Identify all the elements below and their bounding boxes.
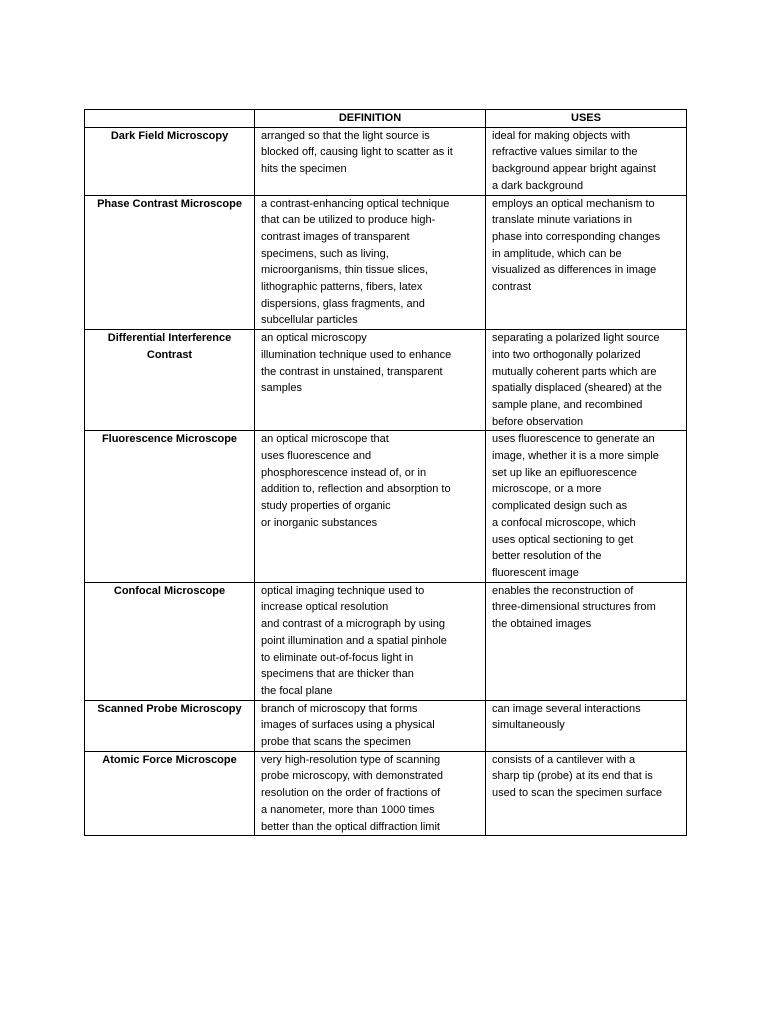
definition-text: arranged so that the light source is blocked off, causing light to scatter as it hits the specimen (261, 129, 453, 176)
definition-text: an optical microscopy illumination technique used to enhance the contrast in unstained, transparent samples (261, 332, 452, 395)
term-text: Phase Contrast Microscope (97, 197, 242, 210)
uses-cell (486, 700, 687, 751)
table-header-row (85, 110, 687, 128)
uses-text: consists of a cantilever with a sharp tip (probe) at its end that is used to scan the specimen surface (492, 753, 662, 800)
term-cell (85, 127, 255, 195)
term-cell (85, 330, 255, 431)
term-text: Scanned Probe Microscopy (97, 702, 242, 715)
table-row (85, 751, 687, 836)
term-cell (85, 751, 255, 836)
term-text: Differential Interference Contrast (107, 332, 232, 361)
definition-cell (255, 700, 486, 751)
uses-cell (486, 431, 687, 582)
uses-text: separating a polarized light source into two orthogonally polarized mutually coherent parts which are spatially displaced (sheared) at the sample plane, and recombined before observation (492, 332, 662, 428)
definition-text: branch of microscopy that forms images of surfaces using a physical probe that scans the specimen (261, 702, 435, 749)
definition-cell (255, 127, 486, 195)
definition-text: optical imaging technique used to increase optical resolution and contrast of a micrograph by using point illumination and a spatial pinhole to eliminate out-of-focus light in specimens that are thicker than the focal plane (261, 584, 447, 697)
term-cell (85, 431, 255, 582)
term-text: Atomic Force Microscope (102, 753, 237, 766)
uses-cell (486, 127, 687, 195)
term-cell (85, 582, 255, 700)
header-definition: DEFINITION (255, 110, 486, 128)
definition-cell (255, 195, 486, 330)
term-cell (85, 700, 255, 751)
term-text: Fluorescence Microscope (101, 433, 238, 446)
table-row (85, 431, 687, 582)
uses-text: enables the reconstruction of three-dimensional structures from the obtained images (492, 584, 656, 631)
uses-text: uses fluorescence to generate an image, whether it is a more simple set up like an epifluorescence microscope, or a more complicated design such as a confocal microscope, which uses optical sectioning to get better resolution of the fluorescent image (492, 433, 659, 579)
uses-cell (486, 751, 687, 836)
table-row (85, 195, 687, 330)
definition-cell (255, 751, 486, 836)
term-cell (85, 195, 255, 330)
definition-text: very high-resolution type of scanning probe microscopy, with demonstrated resolution on the order of fractions of a nanometer, more than 1000 times better than the optical diffraction limit (261, 753, 443, 833)
table-row (85, 330, 687, 431)
definition-cell (255, 431, 486, 582)
header-term (85, 110, 255, 128)
uses-cell (486, 330, 687, 431)
uses-cell (486, 195, 687, 330)
table-row (85, 127, 687, 195)
table-row (85, 582, 687, 700)
term-text: Dark Field Microscopy (110, 129, 229, 142)
term-text: Confocal Microscope (113, 584, 226, 597)
uses-text: ideal for making objects with refractive values similar to the background appear bright against a dark background (492, 129, 656, 192)
uses-text: employs an optical mechanism to translate minute variations in phase into corresponding changes in amplitude, which can be visualized as differences in image contrast (492, 197, 661, 294)
definition-text: an optical microscope that uses fluorescence and phosphorescence instead of, or in addition to, reflection and absorption to study properties of organic or inorganic substances (261, 433, 451, 529)
definition-text: a contrast-enhancing optical technique that can be utilized to produce high- contrast images of transparent specimens, such as living, microorganisms, thin tissue slices, lithographic patterns, fibers, latex dispersions, glass fragments, and subcellular particles (261, 197, 450, 327)
definition-cell (255, 330, 486, 431)
definition-cell (255, 582, 486, 700)
table-row (85, 700, 687, 751)
microscopy-table (84, 109, 687, 836)
uses-text: can image several interactions simultaneously (492, 702, 641, 732)
header-uses: USES (486, 110, 687, 128)
uses-cell (486, 582, 687, 700)
